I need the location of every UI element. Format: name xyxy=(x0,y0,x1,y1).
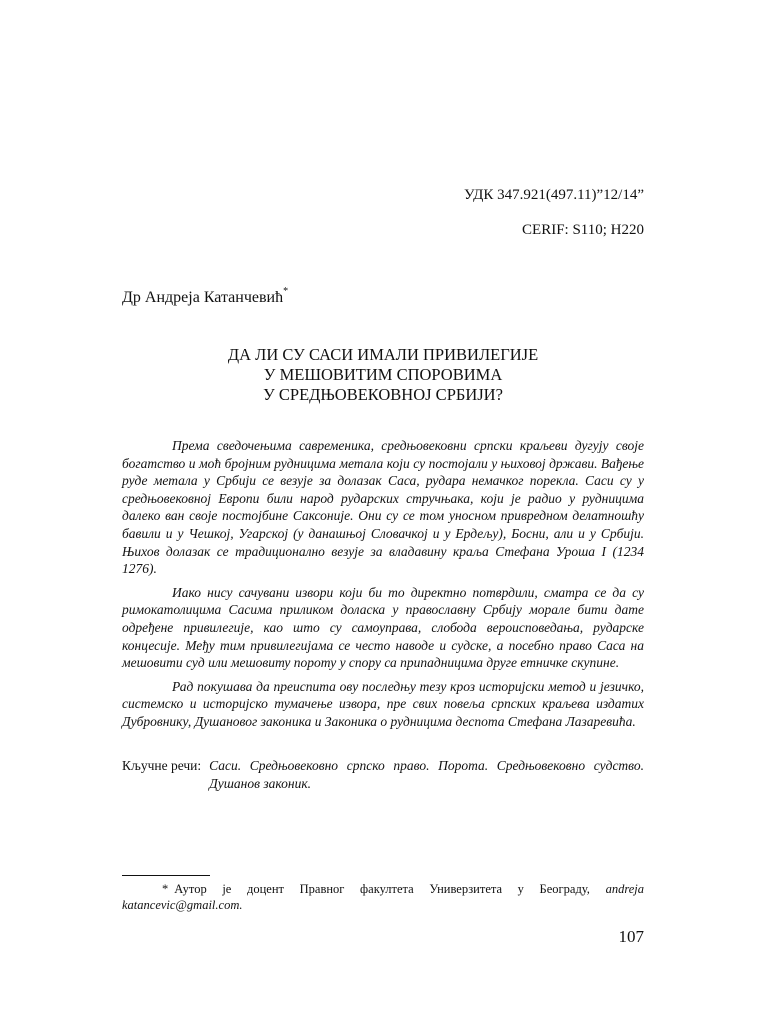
footnote-email: andreja katancevic@gmail.com. xyxy=(122,882,644,912)
footnote xyxy=(122,881,644,913)
title-line-2: У МЕШОВИТИМ СПОРОВИМА xyxy=(263,365,503,384)
author-name: Др Андреја Катанчевић xyxy=(122,289,284,306)
author-footnote-marker: * xyxy=(283,286,289,297)
footnote-marker: * xyxy=(162,882,169,896)
author-line xyxy=(122,286,289,307)
keywords xyxy=(122,757,644,793)
abstract-paragraph-1: Према сведочењима савременика, средњовековни српски краљеви дугују своје богатство и моћ бројним рудницима метала који су постојали у њиховој држави. Вађење руде метала у Србији се везује за долазак Саса, рудара немачког порекла. Саси су у средњовековној Европи били народ рударских стручњака, који је радио у рудницима далеко ван своје постојбине Саксоније. Они су се том уносном привредном делатношћу бавили и у Чешкој, Угарској (у данашњој Словачкој и у Ердељу), Босни, али и у Србији. Њихов долазак се традиционално везује за владавину краља Стефана Уроша I (1234 1276). xyxy=(122,438,644,577)
title-line-3: У СРЕДЊОВЕКОВНОЈ СРБИЈИ? xyxy=(263,385,503,404)
abstract-paragraph-2: Иако нису сачувани извори који би то директно потврдили, сматра се да су римокатолицима Сасима приликом доласка у православну Србију морале бити дате одређене привилегије, као што су самоуправа, слобода вероисповедања, рударске концесије. Међу тим привилегијама се често наводе и судске, а посебно право Саса на мешовити суд или мешовиту пороту у спору са припадницима друге етничке скупине. xyxy=(122,584,644,671)
udk-classification: УДК 347.921(497.11)”12/14” xyxy=(463,187,644,203)
abstract xyxy=(122,437,644,737)
keywords-text: Саси. Средњовековно српско право. Порота. Средњовековно судство. Душанов законик. xyxy=(209,758,644,791)
keywords-label: Кључне речи: xyxy=(122,758,202,773)
cerif-classification: CERIF: S110; H220 xyxy=(522,222,644,238)
title-line-1: ДА ЛИ СУ САСИ ИМАЛИ ПРИВИЛЕГИЈЕ xyxy=(227,345,539,364)
page-number: 107 xyxy=(618,927,644,946)
footnote-text: Аутор је доцент Правног факултета Универзитета у Београду, xyxy=(174,882,590,896)
footnote-divider xyxy=(122,875,210,876)
article-title xyxy=(122,345,644,405)
abstract-paragraph-3: Рад покушава да преиспита ову последњу тезу кроз историјски метод и језичко, системско и историјско тумачење извора, пре свих повеља српских краљева издатих Дубровнику, Душановог законика и Законика о рудницима деспота Стефана Лазаревића. xyxy=(122,678,644,729)
